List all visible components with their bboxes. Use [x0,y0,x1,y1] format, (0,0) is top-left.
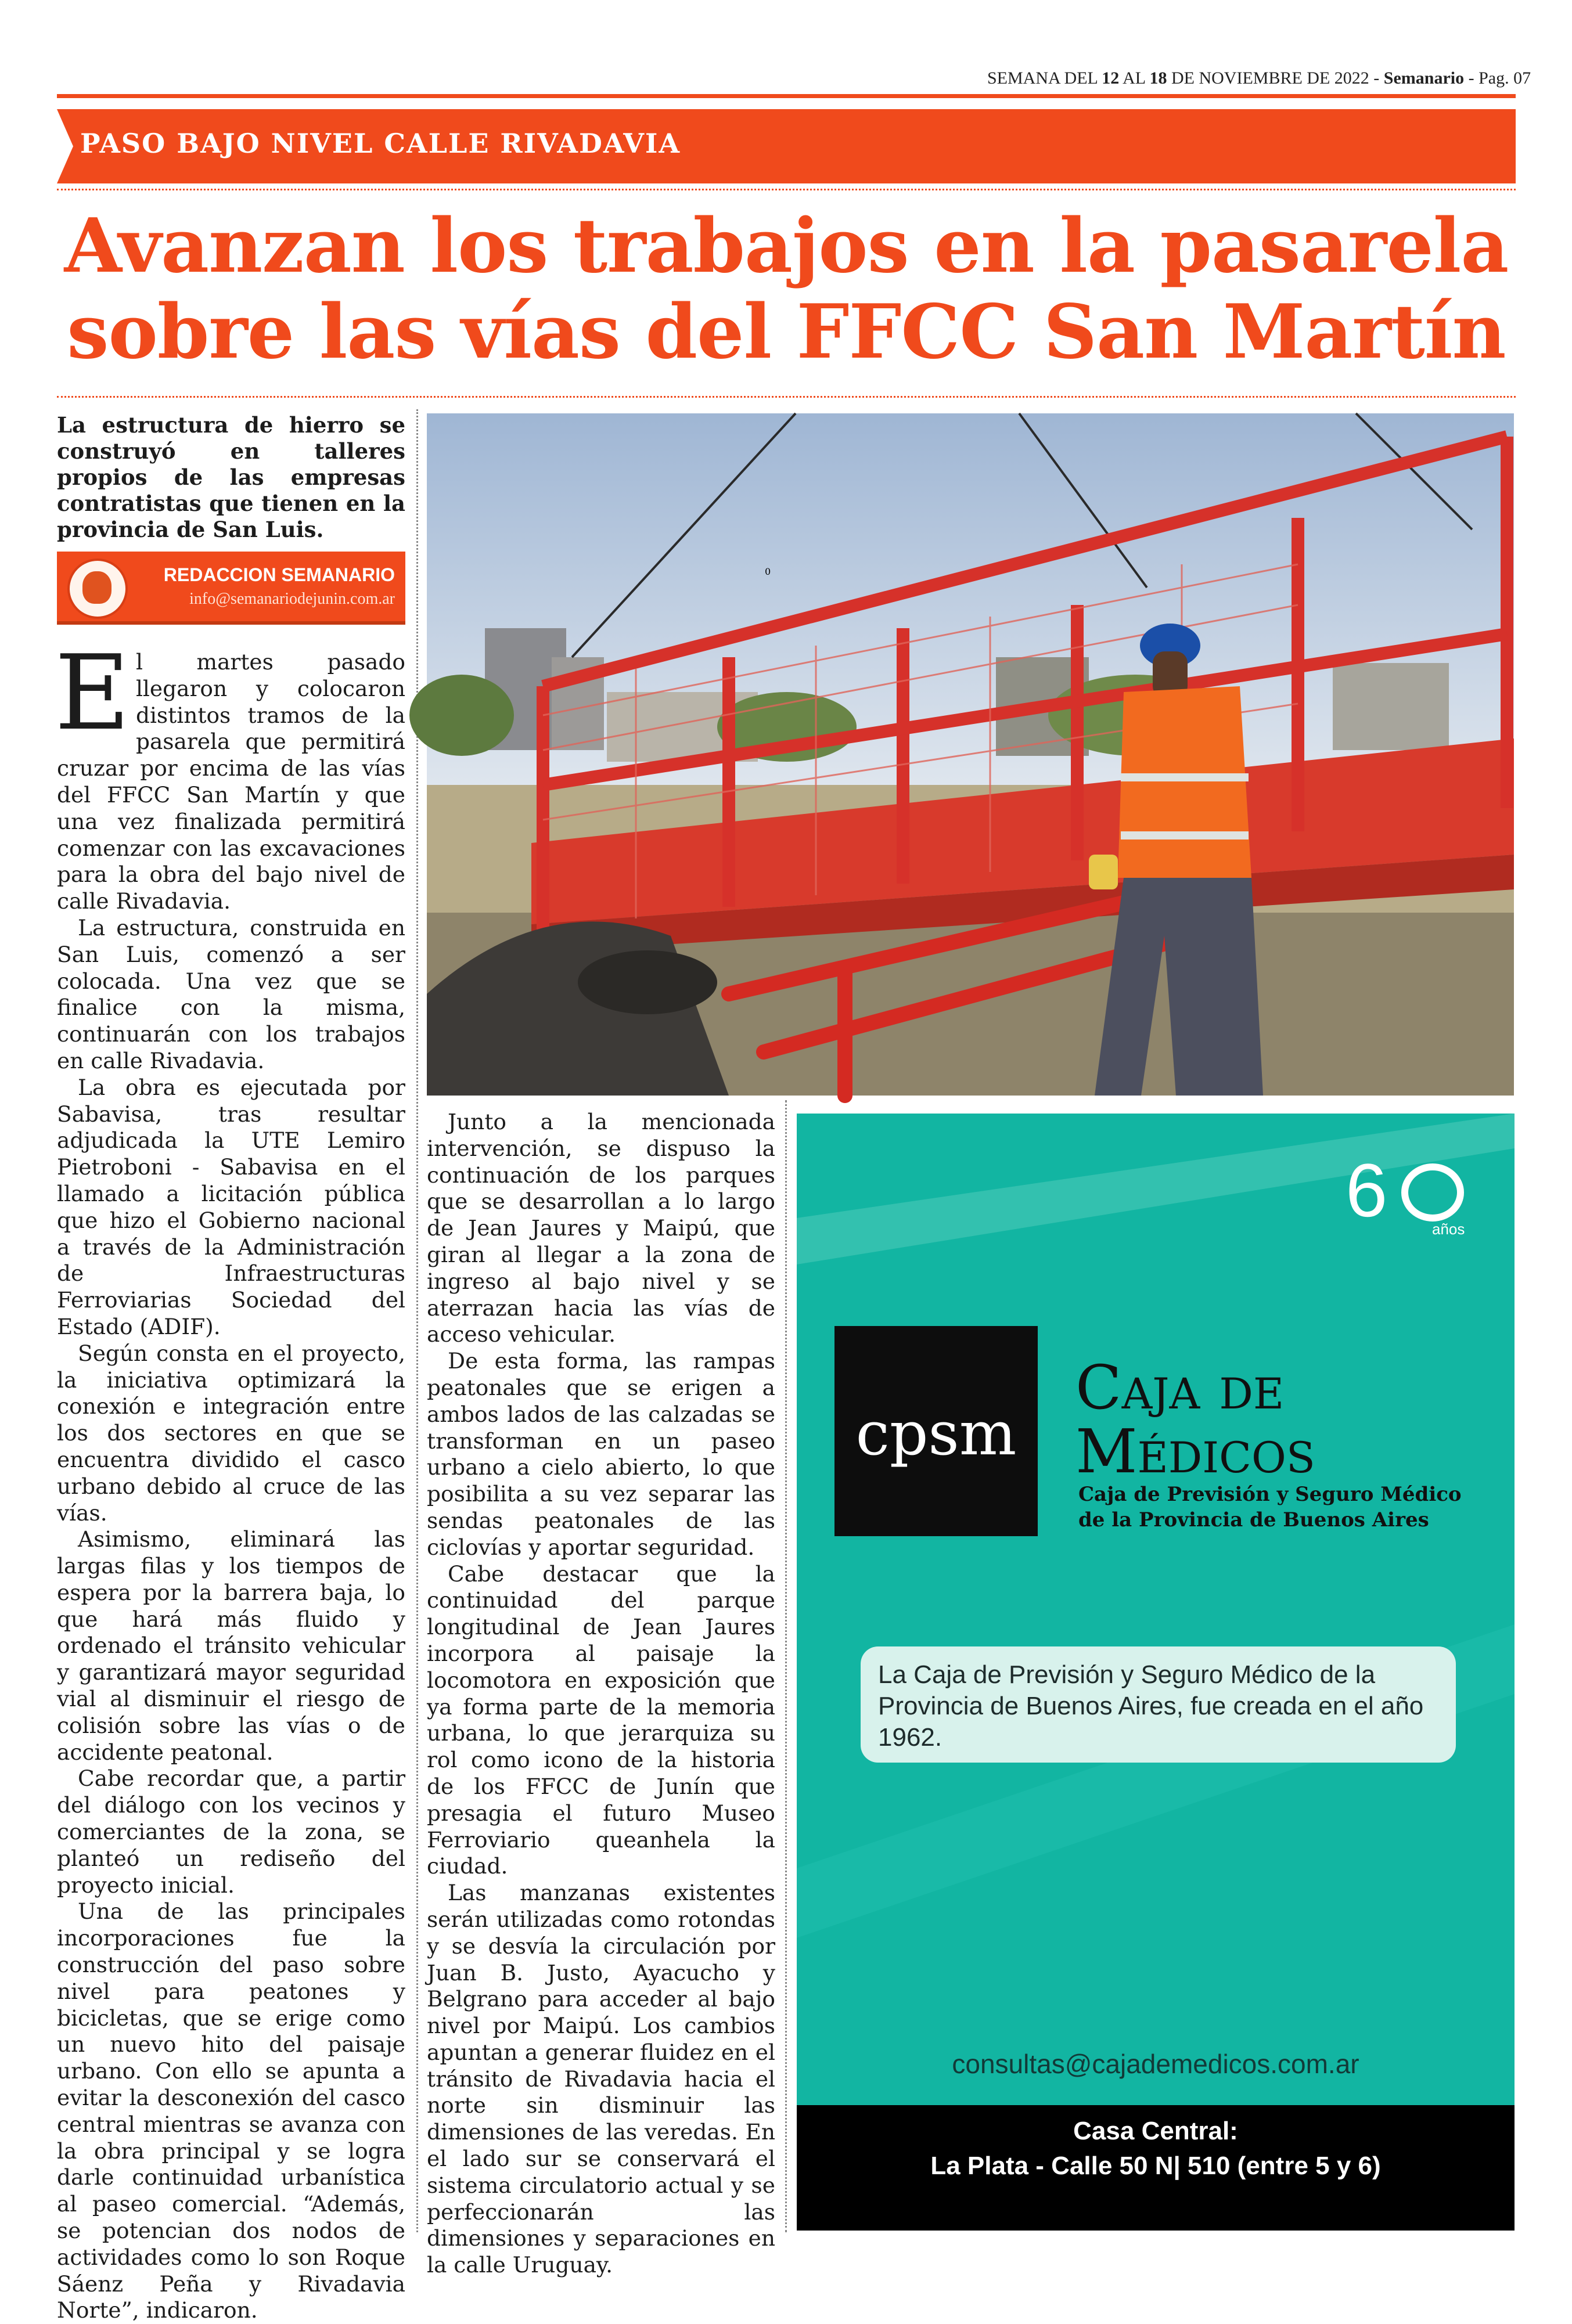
headline-line-1: Avanzan los trabajos en la pasarela [64,203,1509,290]
article-paragraph: Junto a la mencionada intervención, se dispuso la continuación de los parques que se desarrollan a lo largo de Jean Jaures y Maipú, que giran al llegar a la zona de ingreso al bajo nivel y se aterrazan hacia las vías de acceso vehicular. [427,1109,775,1347]
article-paragraph: La estructura, construida en San Luis, comenzó a ser colocada. Una vez que se finalice con la misma, continuarán con los trabajos en calle Rivadavia. [57,914,405,1073]
anniversary-digit-zero: 0 [765,566,771,577]
header-publication: Semanario [1383,69,1465,88]
article-paragraph: Cabe recordar que, a partir del diálogo con los vecinos y comerciantes de la zona, se planteó un rediseño del proyecto inicial. [57,1765,405,1898]
caja-de-medicos-ad[interactable] [765,566,1515,2231]
header-separator: - [1373,69,1380,88]
section-dotted-rule [57,189,1516,190]
header-date-end: 18 [1149,69,1167,88]
byline [57,552,405,625]
page-header [987,69,1531,88]
ad-title-line-2: Médicos [1075,1416,1315,1487]
article-column-2 [427,1109,775,2279]
article-paragraph: Las manzanas existentes serán utilizadas como rotondas y se desvía la circulación por Juan B. Justo, Ayacucho y Belgrano para acceder al bajo nivel por Maipú. Los cambios apuntan a generar fluidez en el tránsito de Rivadavia hacia el norte sin disminuir las dimensiones de las veredas. En el lado sur se conservará el sistema circulatorio actual y se perfeccionarán las dimensiones y separaciones en la calle Uruguay. [427,1880,775,2278]
anniversary-digit-six: 6 [1346,1148,1388,1233]
article-paragraph: Según consta en el proyecto, la iniciativa optimizará la conexión e integración entre los dos sectores en que se encuentra dividido el casco urbano debido al cruce de las vías. [57,1340,405,1526]
header-al: AL [1123,69,1145,88]
ad-subtitle-line-2: de la Provincia de Buenos Aires [1078,1508,1429,1532]
cpsm-logo [834,1326,1038,1536]
ad-title-line-1: Caja de [1075,1352,1285,1423]
byline-email[interactable]: info@semanariodejunin.com.ar [189,590,395,608]
cpsm-logo-text: cpsm [855,1398,1017,1469]
header-month-year: DE NOVIEMBRE DE 2022 [1171,69,1369,88]
ad-email-link[interactable]: consultas@cajademedicos.com.ar [952,2049,1359,2079]
column-separator-2 [785,1100,787,2232]
ad-casa-central-address: La Plata - Calle 50 N| 510 (entre 5 y 6) [930,2152,1381,2180]
column-separator-1 [416,409,418,2232]
header-prefix: SEMANA DEL [987,69,1098,88]
ad-info-panel [861,1646,1456,1763]
article-photo [427,413,1514,1096]
headline [57,203,1516,375]
article-paragraph: Cabe destacar que la continuidad del parque longitudinal de Jean Jaures incorpora al paisaje la locomotora en exposición que ya forma parte de la memoria urbana, lo que jerarquiza su rol como icono de la historia de los FFCC de Junín que presagia el futuro Museo Ferroviario queanhela la ciudad. [427,1561,775,1879]
ad-subtitle-line-1: Caja de Previsión y Seguro Médico [1078,1483,1462,1506]
article-paragraph: De esta forma, las rampas peatonales que se erigen a ambos lados de las calzadas se transforman en un paseo urbano a cielo abierto, lo que posibilita a su vez separar las sendas peatonales de las ciclovías y aportar seguridad. [427,1348,775,1560]
article-paragraph: El martes pasado llegaron y colocaron distintos tramos de la pasarela que permitirá cruzar por encima de las vías del FFCC San Martín y que una vez finalizada permitirá comenzar con las excavaciones para la obra del bajo nivel de calle Rivadavia. [55,633,405,914]
header-rule [57,94,1516,98]
section-notch [57,109,73,183]
header-date-start: 12 [1102,69,1120,88]
lead-summary: La estructura de hierro se construyó en talleres propios de las empresas contratistas que tienen en la provincia de San Luis. [57,412,405,542]
ad-info-text: La Caja de Previsión y Seguro Médico de la Provincia de Buenos Aires, fue creada en el año 1962. [878,1660,1424,1752]
article-column-1 [55,633,405,2324]
ad-background-stripes [797,1114,1515,2100]
article-paragraph: Asimismo, eliminará las largas filas y los tiempos de espera por la barrera baja, lo que hará más fluido y ordenado el tránsito vehicular y garantizará mayor seguridad vial al disminuir el riesgo de colisión sobre las vías o de accidente peatonal. [57,1526,405,1765]
headline-line-2: sobre las vías del FFCC San Martín [67,289,1506,376]
anos-label: años [1432,1220,1465,1238]
ad-casa-central-label: Casa Central: [1073,2117,1238,2145]
header-page-number: - Pag. 07 [1468,69,1531,88]
semanario-logo-icon [67,559,128,619]
article-paragraph: La obra es ejecutada por Sabavisa, tras resultar adjudicada la UTE Lemiro Pietroboni - Sabavisa en el llamado a licitación pública que hizo el Gobierno nacional a través de la Administración de Infraestructuras Ferroviarias Sociedad del Estado (ADIF). [57,1074,405,1339]
article-paragraph: Una de las principales incorporaciones fue la construcción del paso sobre nivel para peatones y bicicletas, que se erige como un nuevo hito del paisaje urbano. Con ello se apunta a evitar la desconexión del casco central mientras se avanza con la obra principal y se logra darle continuidad urbanística al paseo comercial. “Además, se potencian dos nodos de actividades como lo son Roque Sáenz Peña y Rivadavia Norte”, indicaron. [57,1898,405,2323]
drop-cap: E [55,633,130,753]
section-bar [57,109,1516,183]
byline-name: REDACCION SEMANARIO [163,564,395,585]
footbridge-photo-illustration [427,413,1514,1096]
section-label: PASO BAJO NIVEL CALLE RIVADAVIA [80,128,681,159]
headline-dotted-rule [57,396,1516,398]
